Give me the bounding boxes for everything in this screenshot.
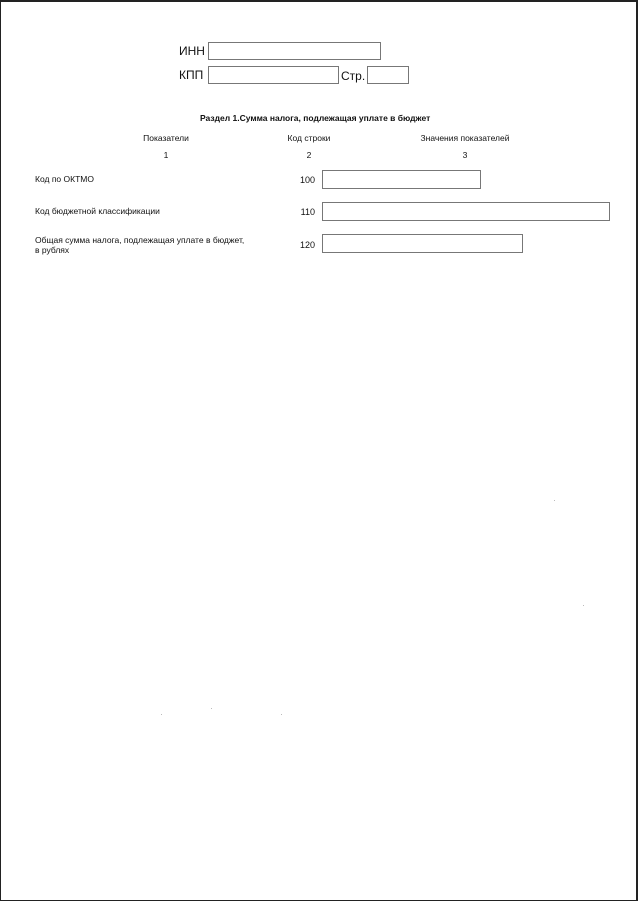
column-header-indicators: Показатели bbox=[143, 133, 189, 143]
column-number-2: 2 bbox=[306, 150, 312, 160]
budget-classification-field[interactable] bbox=[322, 202, 610, 221]
page-number-field[interactable] bbox=[367, 66, 409, 84]
column-number-1: 1 bbox=[163, 150, 169, 160]
column-header-values: Значения показателей bbox=[420, 133, 510, 143]
section-title: Раздел 1.Сумма налога, подлежащая уплате в бюджет bbox=[200, 113, 431, 123]
scan-speck bbox=[281, 714, 282, 715]
scan-speck bbox=[211, 708, 212, 709]
scan-speck bbox=[583, 605, 584, 606]
scan-speck bbox=[554, 500, 555, 501]
row-code-120: 120 bbox=[299, 240, 315, 250]
column-number-3: 3 bbox=[462, 150, 468, 160]
inn-label: ИНН bbox=[179, 44, 205, 58]
total-tax-field[interactable] bbox=[322, 234, 523, 253]
row-code-110: 110 bbox=[300, 207, 315, 217]
row-label-oktmo: Код по ОКТМО bbox=[35, 174, 94, 184]
row-code-100: 100 bbox=[299, 175, 315, 185]
inn-field[interactable] bbox=[208, 42, 381, 60]
kpp-label: КПП bbox=[179, 68, 204, 82]
scan-speck bbox=[161, 714, 162, 715]
row-label-budget-classification: Код бюджетной классификации bbox=[35, 206, 160, 216]
oktmo-field[interactable] bbox=[322, 170, 481, 189]
row-label-total-tax-line1: Общая сумма налога, подлежащая уплате в бюджет, bbox=[35, 235, 245, 245]
row-label-total-tax-line2: в рублях bbox=[35, 245, 70, 255]
column-header-line-code: Код строки bbox=[287, 133, 331, 143]
kpp-field[interactable] bbox=[208, 66, 339, 84]
page-label: Стр. bbox=[341, 69, 366, 83]
